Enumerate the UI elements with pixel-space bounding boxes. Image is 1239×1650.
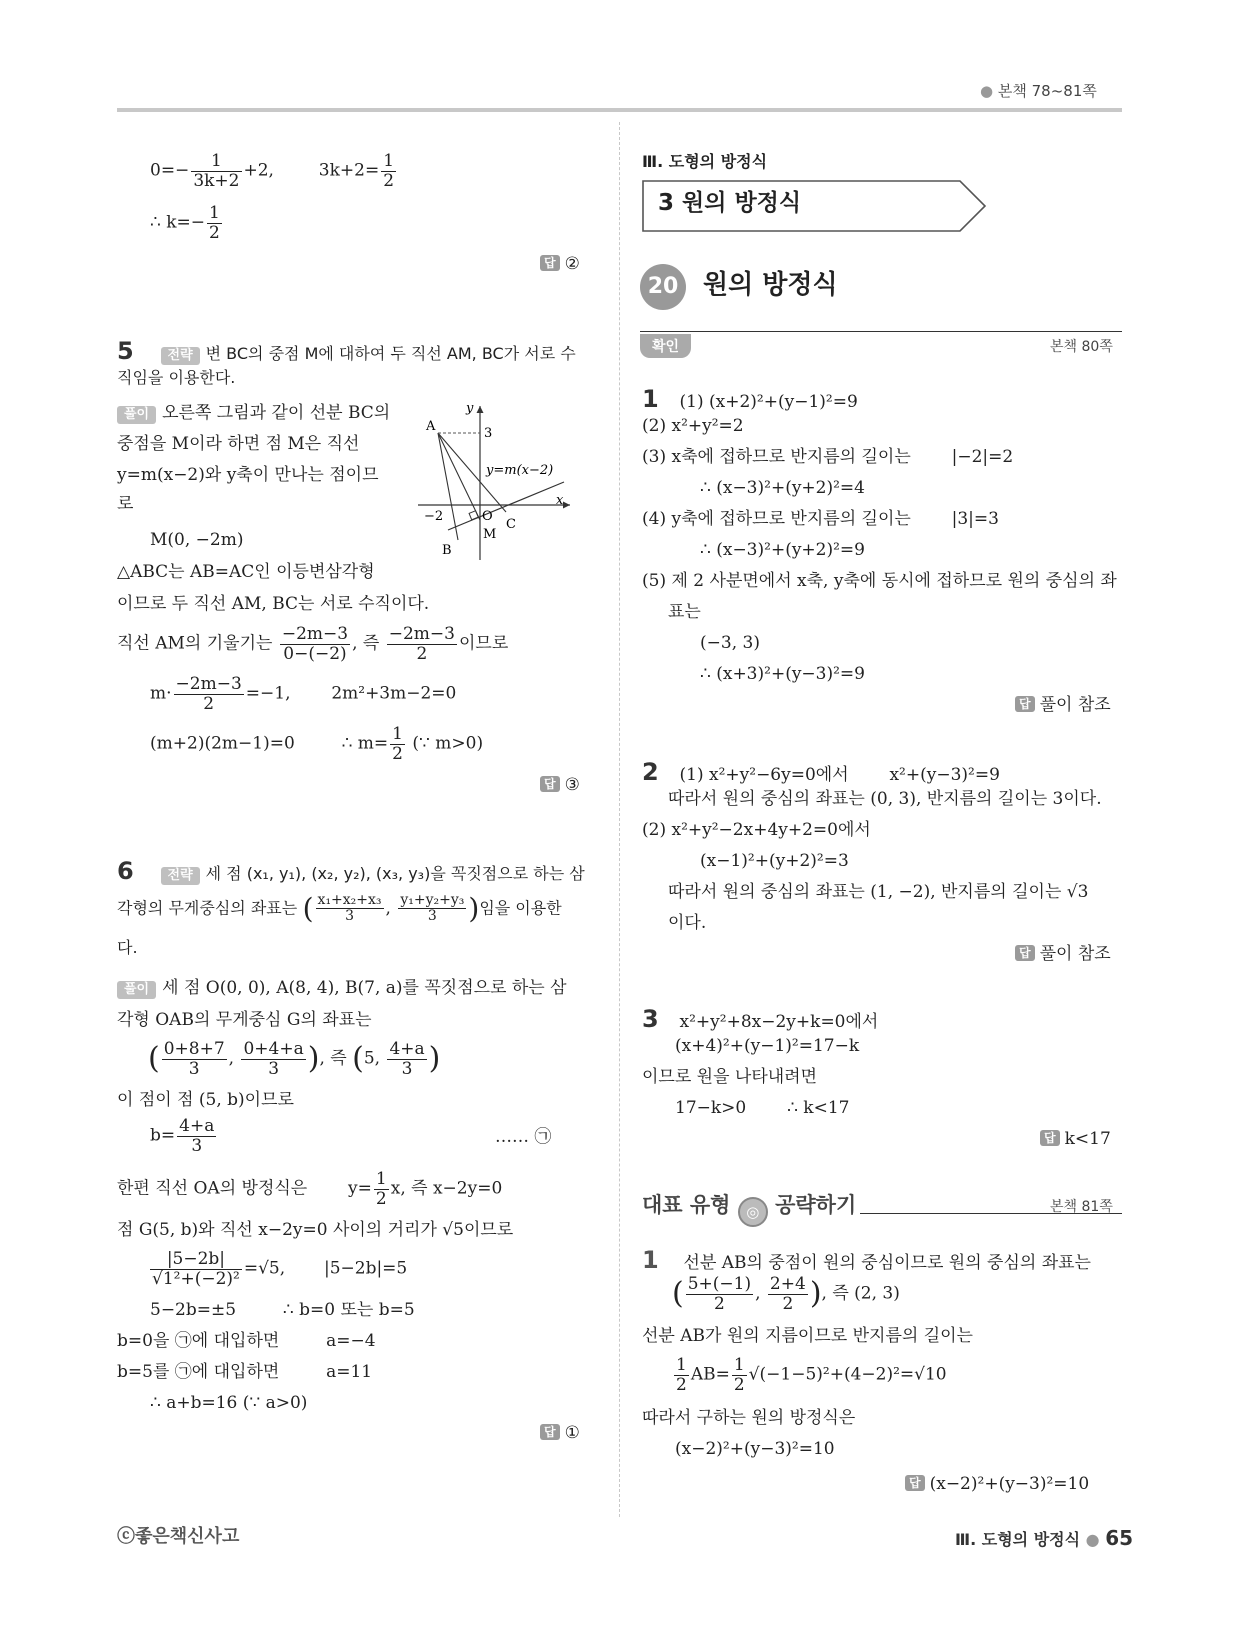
q3-line-3: 이므로 원을 나타내려면	[642, 1067, 818, 1087]
answer-q3: 답 k<17	[1040, 1129, 1111, 1149]
p6-sol-2: 각형 OAB의 무게중심 G의 좌표는	[117, 1010, 372, 1030]
p5-sol-6: △ABC는 AB=AC인 이등변삼각형	[117, 562, 375, 582]
p6-sol-1: 풀이 세 점 O(0, 0), A(8, 4), B(7, a)를 꼭짓점으로 하는 삼	[117, 978, 567, 999]
cont-line-2: ∴ k=− $\frac{1}{2}$	[150, 203, 220, 243]
p5-sol-9: m· $\frac{-2m-3}{2}$ =−1, 2m²+3m−2=0	[150, 674, 457, 714]
q2-line-1: 2 (1) x²+y²−6y=0에서 x²+(y−3)²=9	[642, 758, 1000, 786]
problem-6-strategy: 6 전략 세 점 (x₁, y₁), (x₂, y₂), (x₃, y₃)을 꼭짓점으로 하는 삼	[117, 857, 585, 885]
p6-sol-3: ( $\frac{0+8+7}{3}$ , $\frac{0+4+a}{3}$ ), 즉 (5, $\frac{4+a}{3}$ )	[148, 1039, 441, 1079]
footer-page: Ⅲ. 도형의 방정식 ● 65	[955, 1526, 1134, 1550]
lesson-number-badge: 20	[640, 264, 686, 310]
fraction: $\frac{1}{2}$	[209, 203, 220, 243]
fig-label-neg2: −2	[424, 509, 444, 524]
q1-line-3: (3) x축에 접하므로 반지름의 길이는 |−2|=2	[642, 447, 1014, 467]
check-tag: 확인	[640, 334, 691, 358]
p6-sol-11: b=5를 ㉠에 대입하면 a=11	[117, 1362, 373, 1382]
answer-5: 답 ③	[540, 775, 580, 795]
p5-sol-7: 이므로 두 직선 AM, BC는 서로 수직이다.	[117, 594, 430, 614]
fraction: $\frac{2+4}{2}$	[769, 1274, 806, 1314]
problem-5-strategy-2: 직임을 이용한다.	[117, 368, 236, 387]
answer-icon: 답	[1040, 1130, 1060, 1146]
problem-5-figure	[418, 400, 578, 565]
fraction: $\frac{1}{2}$	[383, 151, 395, 191]
fraction: $\frac{|5-2b|}{\text{√1²+(−2)²}}$	[152, 1249, 240, 1289]
fig-label-m: M	[483, 527, 497, 542]
p6-sol-7: 점 G(5, b)와 직선 x−2y=0 사이의 거리가 √5이므로	[117, 1220, 514, 1240]
cont-line-1: 0=− $\frac{1}{3k+2}$ +2, 3k+2= $\frac{1}{2}$	[150, 151, 395, 191]
q1-line-7: (5) 제 2 사분면에서 x축, y축에 동시에 접하므로 원의 중심의 좌	[642, 571, 1117, 591]
check-ref: 본책 80쪽	[1050, 339, 1113, 355]
answer-q1: 답 풀이 참조	[1015, 695, 1111, 715]
fraction: $\frac{0+4+a}{3}$	[243, 1039, 304, 1079]
segment-am	[438, 433, 480, 520]
p6-sol-9: 5−2b=±5 ∴ b=0 또는 b=5	[150, 1300, 415, 1320]
fraction: $\frac{\text{x₁+x₂+x₃}}{3}$	[317, 891, 382, 925]
fraction: $\frac{1}{2}$	[676, 1355, 687, 1395]
fraction: $\frac{-2m-3}{2}$	[175, 674, 242, 714]
answer-icon: 답	[1015, 696, 1035, 712]
fraction: $\frac{\text{y₁+y₂+y₃}}{3}$	[400, 891, 465, 925]
rep-line-5: 따라서 구하는 원의 방정식은	[642, 1408, 856, 1428]
publisher-logo: ⓒ좋은책신사고	[117, 1526, 240, 1547]
p5-sol-3: y=m(x−2)와 y축이 만나는 점이므	[117, 465, 379, 485]
rep-line-3: 선분 AB가 원의 지름이므로 반지름의 길이는	[642, 1326, 973, 1346]
p5-sol-1: 풀이 오른쪽 그림과 같이 선분 BC의	[117, 403, 390, 424]
fig-label-b: B	[442, 543, 452, 558]
problem-5-strategy: 5 전략 변 BC의 중점 M에 대하여 두 직선 AM, BC가 서로 수	[117, 337, 576, 365]
p6-sol-12: ∴ a+b=16 (∵ a>0)	[150, 1393, 308, 1413]
answer-icon: 답	[905, 1475, 925, 1491]
q1-line-2: (2) x²+y²=2	[642, 416, 744, 436]
q3-line-4: 17−k>0 ∴ k<17	[675, 1098, 850, 1118]
problem-6-strategy-2: 각형의 무게중심의 좌표는 ( $\frac{\text{x₁+x₂+x₃}}{3}$ , $\frac{\text{y₁+y₂+y₃}}{3}$ )임을 이용한	[117, 891, 562, 925]
q1-line-1: 1 (1) (x+2)²+(y−1)²=9	[642, 385, 858, 413]
p6-sol-10: b=0을 ㉠에 대입하면 a=−4	[117, 1331, 376, 1351]
q2-line-6: 이다.	[668, 913, 707, 933]
q1-line-4: ∴ (x−3)²+(y+2)²=4	[700, 478, 865, 498]
fraction: $\frac{-2m-3}{2}$	[388, 624, 455, 664]
q2-line-5: 따라서 원의 중심의 좌표는 (1, −2), 반지름의 길이는 √3	[668, 882, 1089, 902]
answer-icon: 답	[540, 1424, 560, 1440]
fig-label-line: y=m(x−2)	[486, 463, 554, 478]
answer-q2: 답 풀이 참조	[1015, 944, 1111, 964]
q1-line-5: (4) y축에 접하므로 반지름의 길이는 |3|=3	[642, 509, 999, 529]
fraction: $\frac{1}{2}$	[733, 1355, 745, 1395]
q2-line-2: 따라서 원의 중심의 좌표는 (0, 3), 반지름의 길이는 3이다.	[668, 789, 1102, 809]
q1-line-10: ∴ (x+3)²+(y−3)²=9	[700, 664, 865, 684]
fig-label-o: O	[482, 509, 493, 524]
page-ref-header: ● 본책 78~81쪽	[980, 82, 1097, 100]
fig-label-a: A	[426, 419, 436, 434]
answer-icon: 답	[540, 255, 560, 271]
p6-sol-5: b= $\frac{4+a}{3}$	[150, 1116, 215, 1156]
q1-line-6: ∴ (x−3)²+(y+2)²=9	[700, 540, 865, 560]
p6-sol-4: 이 점이 점 (5, b)이므로	[117, 1090, 294, 1110]
bullet-icon: ●	[980, 82, 994, 100]
fraction: $\frac{1}{2}$	[392, 724, 403, 764]
bullet-icon: ●	[1085, 1530, 1106, 1549]
q2-line-4: (x−1)²+(y+2)²=3	[700, 851, 849, 871]
answer-rep: 답 (x−2)²+(y−3)²=10	[905, 1474, 1089, 1494]
p5-sol-4: 로	[117, 494, 134, 514]
p5-sol-5: M(0, −2m)	[150, 530, 244, 550]
fig-label-y: y	[466, 401, 474, 416]
rep-line-2: ( $\frac{5+(-1)}{2}$ , $\frac{2+4}{2}$ ), 즉 (2, 3)	[672, 1274, 900, 1314]
answer-cont: 답 ②	[540, 254, 580, 274]
rep-header: 대표 유형 ◎ 공략하기	[642, 1193, 856, 1227]
fraction: $\frac{-2m-3}{0-(-2)}$	[281, 624, 349, 664]
fraction: $\frac{4+a}{3}$	[179, 1116, 215, 1156]
lesson-title: 원의 방정식	[703, 270, 838, 300]
q3-line-2: (x+4)²+(y−1)²=17−k	[675, 1036, 860, 1056]
q1-line-9: (−3, 3)	[700, 633, 760, 653]
column-divider	[619, 122, 620, 1517]
fig-label-3: 3	[484, 426, 493, 441]
check-rule	[640, 331, 1122, 332]
section-title: 3 원의 방정식	[658, 190, 802, 216]
header-rule	[117, 108, 1122, 112]
rep-line-6: (x−2)²+(y−3)²=10	[675, 1439, 835, 1459]
fraction: $\frac{0+8+7}{3}$	[163, 1039, 225, 1079]
answer-icon: 답	[540, 776, 560, 792]
p5-sol-2: 중점을 M이라 하면 점 M은 직선	[117, 434, 360, 454]
q1-line-8: 표는	[668, 602, 701, 622]
chapter-label: Ⅲ. 도형의 방정식	[642, 152, 768, 171]
fig-label-c: C	[506, 517, 516, 532]
p5-sol-8: 직선 AM의 기울기는 $\frac{-2m-3}{0-(-2)}$ , 즉 $\frac{-2m-3}{2}$ 이므로	[117, 624, 509, 664]
fraction: $\frac{1}{3k+2}$	[193, 151, 240, 191]
fraction: $\frac{1}{2}$	[375, 1169, 387, 1209]
magnifier-icon: ◎	[738, 1197, 768, 1227]
answer-6: 답 ①	[540, 1423, 580, 1443]
fig-label-x: x	[556, 493, 564, 508]
rep-line-1: 1 선분 AB의 중점이 원의 중심이므로 원의 중심의 좌표는	[642, 1246, 1091, 1274]
fraction: $\frac{5+(-1)}{2}$	[687, 1274, 752, 1314]
p6-sol-6: 한편 직선 OA의 방정식은 y= $\frac{1}{2}$ x, 즉 x−2y=0	[117, 1169, 503, 1209]
problem-6-strategy-3: 다.	[117, 938, 138, 957]
answer-icon: 답	[1015, 945, 1035, 961]
p6-mark: …… ㉠	[495, 1127, 552, 1147]
fraction: $\frac{4+a}{3}$	[389, 1039, 425, 1079]
rep-line-4: $\frac{1}{2}$ AB= $\frac{1}{2}$ √(−1−5)²+(4−2)²=√10	[676, 1355, 947, 1395]
q2-line-3: (2) x²+y²−2x+4y+2=0에서	[642, 820, 871, 840]
p6-sol-8: $\frac{|5-2b|}{\text{√1²+(−2)²}}$ =√5, |5−2b|=5	[152, 1249, 408, 1289]
q3-line-1: 3 x²+y²+8x−2y+k=0에서	[642, 1005, 879, 1033]
p5-sol-10: (m+2)(2m−1)=0 ∴ m= $\frac{1}{2}$ (∵ m>0)	[150, 724, 484, 764]
rep-ref: 본책 81쪽	[1050, 1199, 1113, 1215]
